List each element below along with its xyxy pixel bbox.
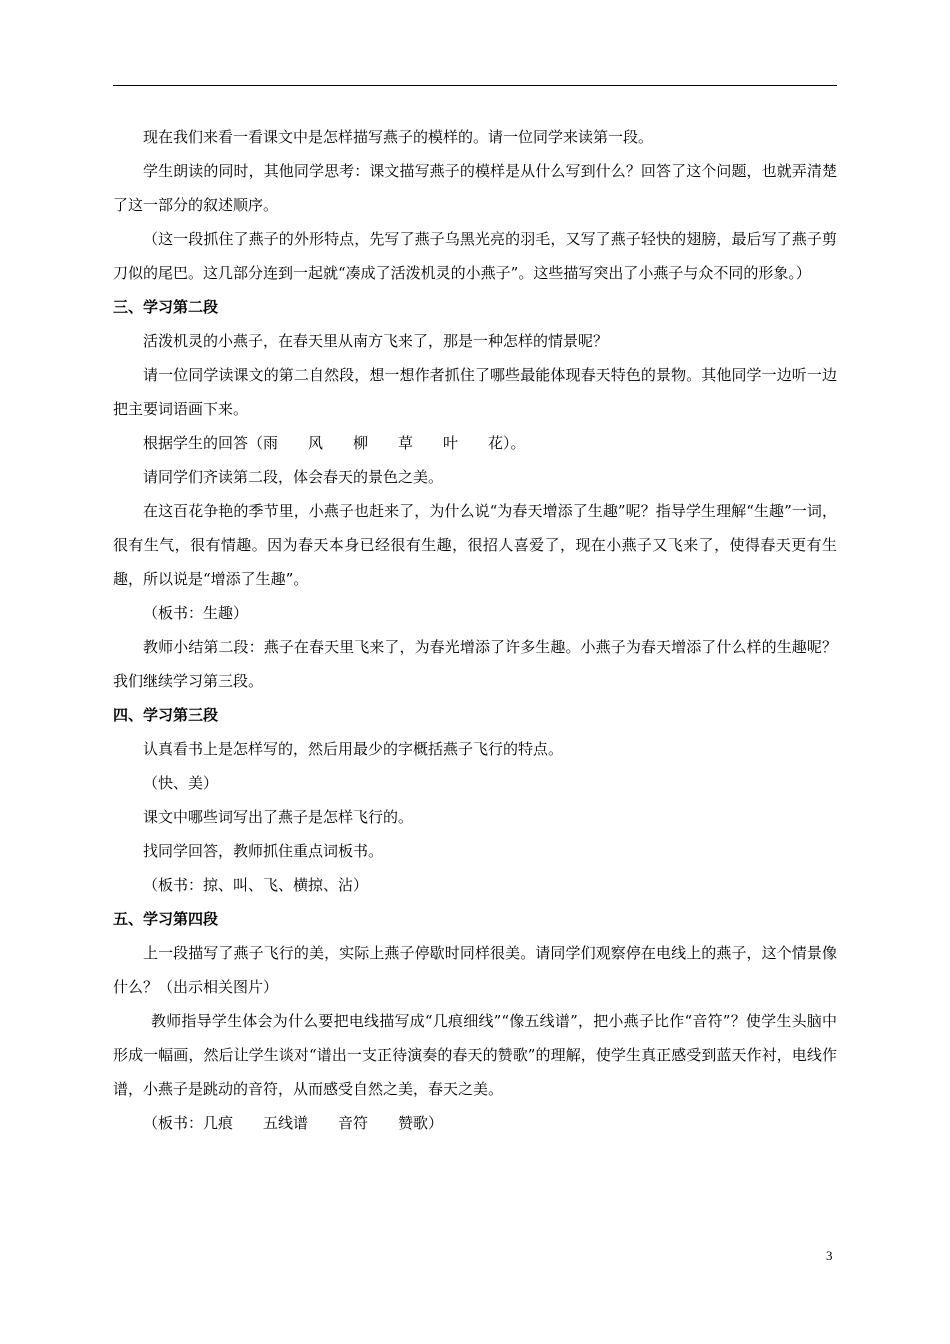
section-heading: 五、学习第四段: [113, 910, 219, 928]
paragraph: 课文中哪些词写出了燕子是怎样飞行的。: [143, 808, 414, 826]
paragraph: 认真看书上是怎样写的，然后用最少的字概括燕子飞行的特点。: [143, 740, 564, 758]
paragraph: 请一位同学读课文的第二自然段，想一想作者抓住了哪些最能体现春天特色的景物。其他同学一边听一边把主要词语画下来。: [113, 366, 837, 418]
section-heading: 四、学习第三段: [113, 706, 219, 724]
paragraph: 根据学生的回答（雨 风 柳 草 叶 花）。: [143, 434, 526, 452]
paragraph: （这一段抓住了燕子的外形特点，先写了燕子乌黑光亮的羽毛，又写了燕子轻快的翅膀，最后写了燕子剪刀似的尾巴。这几部分连到一起就“凑成了活泼机灵的小燕子”。这些描写突出了小燕子与众不同的形象。）: [113, 230, 837, 282]
paragraph: 教师指导学生体会为什么要把电线描写成“几痕细线”“像五线谱”，把小燕子比作“音符”？使学生头脑中形成一幅画，然后让学生谈对“谱出一支正待演奏的春天的赞歌”的理解，使学生真正感受到蓝天作衬，电线作谱，小燕子是跳动的音符，从而感受自然之美，春天之美。: [113, 1012, 837, 1098]
section-heading: 三、学习第二段: [113, 298, 219, 316]
document-body: [113, 120, 837, 1140]
paragraph: 找同学回答，教师抓住重点词板书。: [143, 842, 384, 860]
paragraph: 请同学们齐读第二段，体会春天的景色之美。: [143, 468, 444, 486]
header-rule: [113, 85, 837, 86]
paragraph: 现在我们来看一看课文中是怎样描写燕子的模样的。请一位同学来读第一段。: [143, 128, 654, 146]
paragraph: （板书：生趣）: [143, 604, 249, 622]
paragraph: （快、美）: [143, 774, 219, 792]
paragraph: 学生朗读的同时，其他同学思考：课文描写燕子的模样是从什么写到什么？回答了这个问题，也就弄清楚了这一部分的叙述顺序。: [113, 162, 837, 214]
paragraph: 活泼机灵的小燕子，在春天里从南方飞来了，那是一种怎样的情景呢？: [143, 332, 609, 350]
page-number: 3: [826, 1248, 833, 1263]
paragraph: （板书：掠、叫、飞、横掠、沾）: [143, 876, 369, 894]
paragraph: 上一段描写了燕子飞行的美，实际上燕子停歇时同样很美。请同学们观察停在电线上的燕子，这个情景像什么？（出示相关图片）: [113, 944, 837, 996]
paragraph: 教师小结第二段：燕子在春天里飞来了，为春光增添了许多生趣。小燕子为春天增添了什么样的生趣呢？我们继续学习第三段。: [113, 638, 837, 690]
paragraph: （板书：几痕 五线谱 音符 赞歌）: [143, 1114, 444, 1132]
paragraph: 在这百花争艳的季节里，小燕子也赶来了，为什么说“为春天增添了生趣”呢？指导学生理解“生趣”一词，很有生气，很有情趣。因为春天本身已经很有生趣，很招人喜爱了，现在小燕子又飞来了，使得春天更有生趣，所以说是“增添了生趣”。: [113, 502, 837, 588]
